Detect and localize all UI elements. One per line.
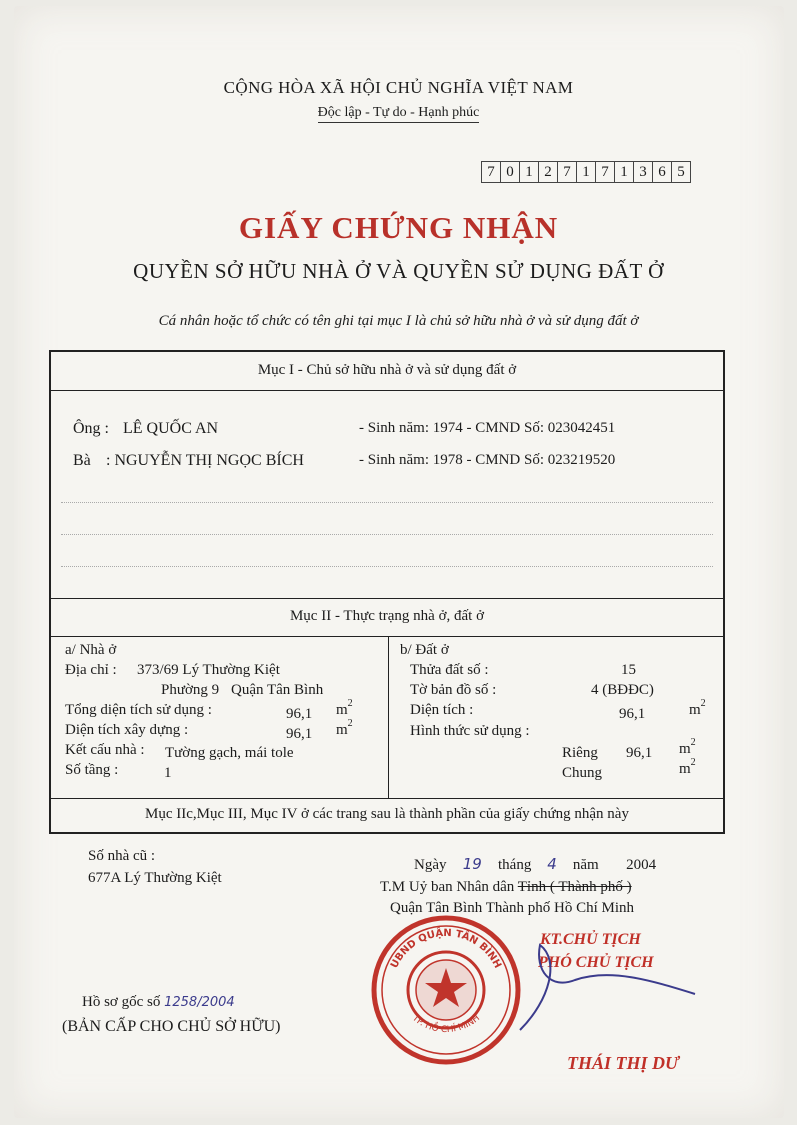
owner1-details: - Sinh năm: 1974 - CMND Số: 023042451	[359, 420, 616, 436]
unit-sup: 2	[690, 737, 696, 748]
authority-line2: Quận Tân Bình Thành phố Hồ Chí Minh	[390, 900, 635, 916]
serial-number	[481, 161, 691, 183]
plot-label: Thửa đất số :	[410, 662, 489, 678]
record-label: Hồ sơ gốc số	[82, 994, 161, 1010]
month-value: 4	[547, 855, 557, 873]
unit-sup: 2	[700, 698, 706, 709]
section2-heading: Mục II - Thực trạng nhà ở, đất ở	[289, 608, 485, 624]
main-table	[49, 350, 725, 834]
build-area-label: Diện tích xây dựng :	[65, 722, 189, 738]
date-line	[414, 855, 656, 874]
day-label: Ngày	[414, 857, 447, 873]
divider	[51, 636, 723, 637]
serial-digit: 1	[577, 161, 596, 183]
land-area-label: Diện tích :	[410, 702, 474, 718]
serial-digit: 7	[481, 161, 501, 183]
serial-digit: 5	[672, 161, 691, 183]
signer-title1: KT.CHỦ TỊCH	[540, 931, 641, 948]
serial-digit: 3	[634, 161, 653, 183]
serial-digit: 7	[596, 161, 615, 183]
unit-m: m	[679, 741, 691, 757]
unit-m: m	[679, 761, 691, 777]
land-heading: b/ Đất ở	[400, 642, 449, 658]
divider	[51, 798, 723, 799]
address-label: Địa chỉ :	[65, 662, 117, 678]
svg-text:TP. HỒ CHÍ MINH: TP. HỒ CHÍ MINH	[410, 1013, 482, 1036]
motto-text: Độc lập - Tự do - Hạnh phúc	[318, 105, 480, 123]
build-area-value: 96,1	[286, 726, 313, 742]
copy-note: (BẢN CẤP CHO CHỦ SỞ HỮU)	[62, 1018, 281, 1035]
unit-m: m	[336, 722, 348, 738]
map-value: 4 (BĐĐC)	[591, 682, 654, 698]
unit-sup: 2	[690, 757, 696, 768]
unit-m: m	[336, 702, 348, 718]
divider	[51, 598, 723, 599]
unit-m: m	[689, 702, 701, 718]
divider	[51, 390, 723, 391]
signer-title2: PHÓ CHỦ TỊCH	[538, 954, 654, 971]
section1-heading: Mục I - Chủ sở hữu nhà ở và sử dụng đất ở	[257, 362, 517, 378]
structure-value: Tường gạch, mái tole	[165, 745, 294, 761]
authority-prefix: T.M Uỷ ban Nhân dân	[380, 879, 515, 895]
blank-line	[61, 534, 713, 535]
shared-label: Chung	[562, 765, 603, 781]
serial-digit: 7	[558, 161, 577, 183]
land-area-unit	[689, 698, 706, 719]
day-value: 19	[462, 855, 482, 873]
total-area-value: 96,1	[286, 706, 313, 722]
column-divider	[388, 636, 389, 798]
floors-label: Số tầng :	[65, 762, 119, 778]
total-area-label: Tổng diện tích sử dụng :	[65, 702, 212, 718]
authority-line1	[380, 879, 632, 896]
address-ward: Phường 9	[161, 682, 220, 698]
year-value: 2004	[626, 857, 657, 873]
serial-digit: 1	[520, 161, 539, 183]
old-address-value: 677A Lý Thường Kiệt	[88, 870, 222, 886]
unit-sup: 2	[347, 718, 353, 729]
authority-struck: Tỉnh ( Thành phố )	[517, 879, 632, 895]
owner1-prefix: Ông :	[73, 420, 109, 437]
document-subtitle: QUYỀN SỞ HỮU NHÀ Ở VÀ QUYỀN SỬ DỤNG ĐẤT Ở	[133, 259, 664, 283]
signer-name: THÁI THỊ DƯ	[567, 1053, 679, 1073]
record-line	[82, 994, 235, 1011]
year-label: năm	[572, 857, 599, 873]
motto	[0, 105, 797, 121]
private-area-value: 96,1	[626, 745, 653, 761]
floors-value: 1	[164, 765, 172, 781]
serial-digit: 2	[539, 161, 558, 183]
record-value: 1258/2004	[164, 995, 235, 1010]
structure-label: Kết cấu nhà :	[65, 742, 145, 758]
house-heading: a/ Nhà ở	[65, 642, 117, 658]
serial-digit: 0	[501, 161, 520, 183]
intro-text: Cá nhân hoặc tổ chức có tên ghi tại mục I là chủ sở hữu nhà ở và sử dụng đất ở	[158, 313, 639, 329]
map-label: Tờ bản đồ số :	[410, 682, 497, 698]
address-district: Quận Tân Bình	[231, 682, 324, 698]
land-area-value: 96,1	[619, 706, 646, 722]
plot-value: 15	[621, 662, 636, 678]
serial-digit: 1	[615, 161, 634, 183]
old-address-label: Số nhà cũ :	[88, 848, 156, 864]
owner2-name: : NGUYỄN THỊ NGỌC BÍCH	[106, 452, 304, 469]
build-area-unit	[336, 718, 353, 739]
unit-sup: 2	[347, 698, 353, 709]
signature-stroke	[480, 930, 720, 1050]
owner2-details: - Sinh năm: 1978 - CMND Số: 023219520	[359, 452, 616, 468]
document-title: GIẤY CHỨNG NHẬN	[238, 210, 559, 245]
private-label: Riêng	[562, 745, 598, 761]
month-label: tháng	[498, 857, 532, 873]
footer-note: Mục IIc,Mục III, Mục IV ở các trang sau là thành phần của giấy chứng nhận này	[145, 806, 629, 822]
blank-line	[61, 502, 713, 503]
svg-text:UBND QUẬN TÂN BÌNH: UBND QUẬN TÂN BÌNH	[389, 927, 503, 971]
private-area-unit	[679, 737, 696, 758]
total-area-unit	[336, 698, 353, 719]
blank-line	[61, 566, 713, 567]
serial-digit: 6	[653, 161, 672, 183]
shared-area-unit	[679, 757, 696, 778]
owner1-name: LÊ QUỐC AN	[123, 420, 219, 437]
address-line1: 373/69 Lý Thường Kiệt	[137, 662, 280, 678]
usage-label: Hình thức sử dụng :	[410, 723, 530, 739]
country-header: CỘNG HÒA XÃ HỘI CHỦ NGHĨA VIỆT NAM	[223, 78, 574, 97]
owner2-prefix: Bà	[73, 452, 91, 469]
